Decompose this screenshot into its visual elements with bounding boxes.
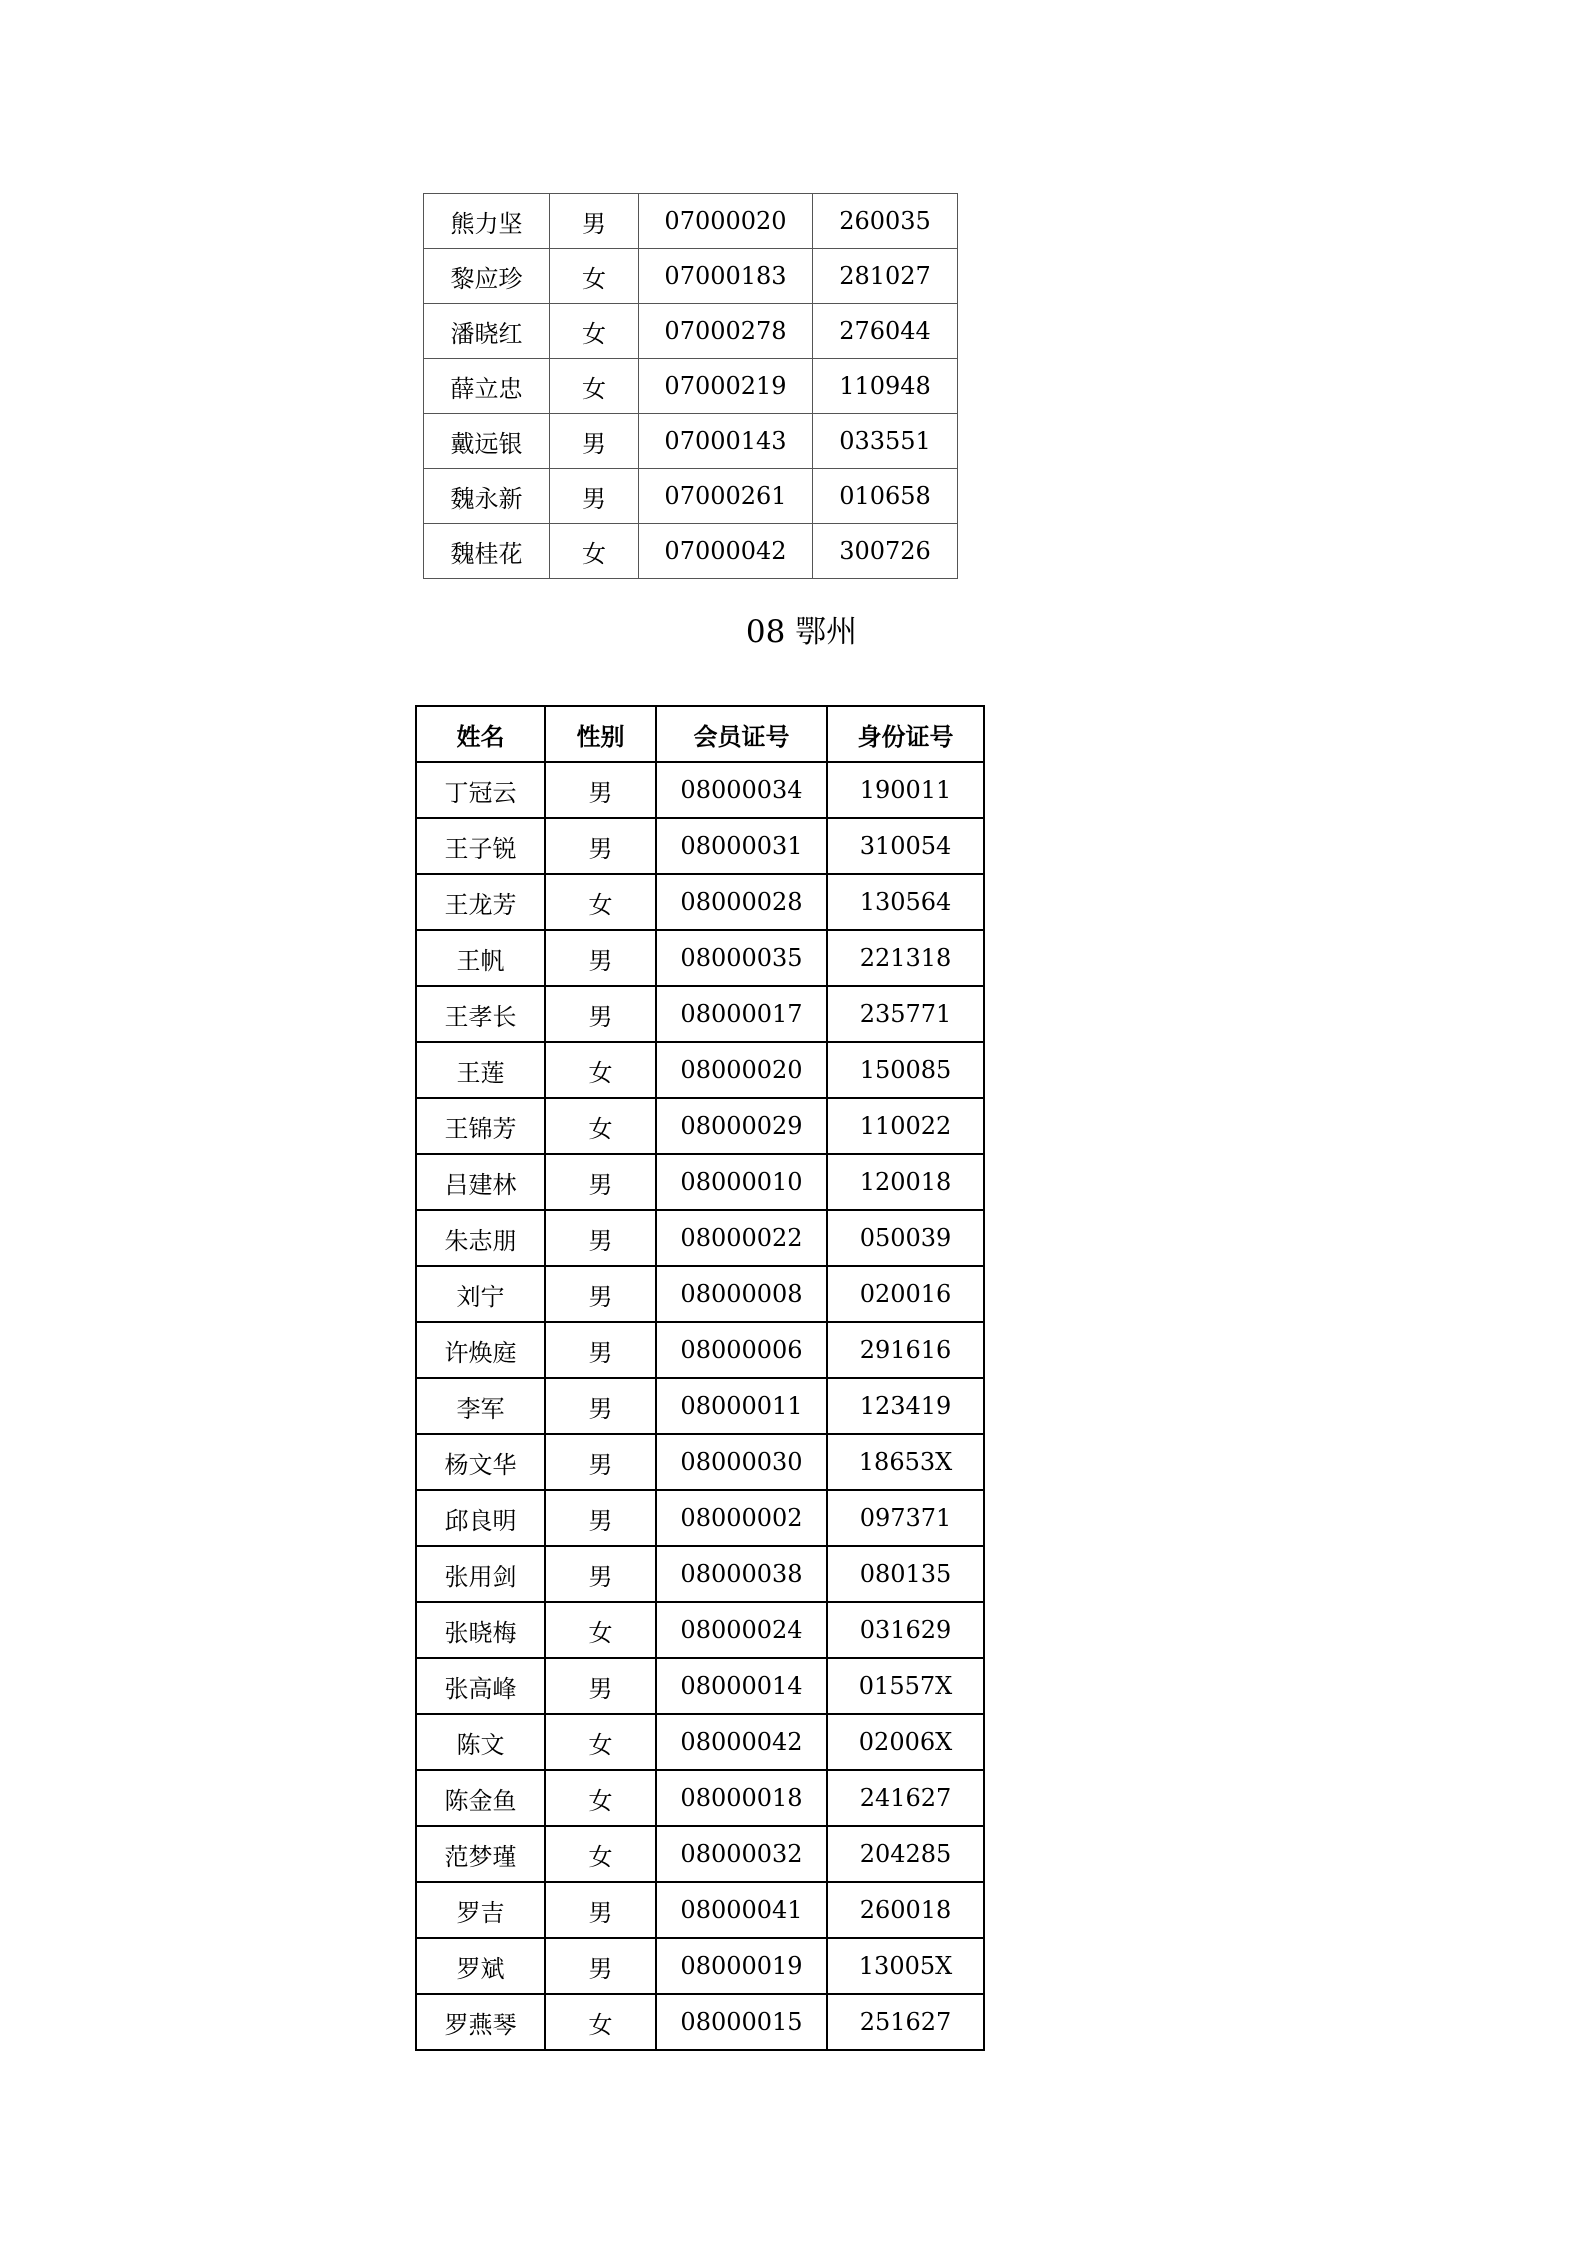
table-row (424, 524, 958, 579)
cell-gender: 男 (545, 1322, 656, 1378)
cell-gender: 男 (545, 1658, 656, 1714)
cell-name: 吕建林 (416, 1154, 545, 1210)
cell-member-id: 08000032 (656, 1826, 827, 1882)
cell-gender: 男 (550, 469, 639, 524)
cell-member-id: 08000041 (656, 1882, 827, 1938)
cell-member-id: 08000008 (656, 1266, 827, 1322)
table-row (416, 1938, 984, 1994)
table-row (416, 1714, 984, 1770)
cell-name: 许焕庭 (416, 1322, 545, 1378)
cell-member-id: 08000038 (656, 1546, 827, 1602)
cell-name: 罗吉 (416, 1882, 545, 1938)
cell-member-id: 07000183 (639, 249, 813, 304)
cell-gender: 女 (545, 874, 656, 930)
cell-member-id: 08000034 (656, 762, 827, 818)
cell-id-number: 150085 (827, 1042, 984, 1098)
cell-name: 黎应珍 (424, 249, 550, 304)
cell-name: 杨文华 (416, 1434, 545, 1490)
cell-name: 陈金鱼 (416, 1770, 545, 1826)
cell-gender: 女 (545, 1826, 656, 1882)
cell-member-id: 08000020 (656, 1042, 827, 1098)
cell-member-id: 08000042 (656, 1714, 827, 1770)
cell-gender: 男 (545, 1938, 656, 1994)
cell-id-number: 235771 (827, 986, 984, 1042)
header-name: 姓名 (416, 706, 545, 762)
cell-gender: 男 (545, 762, 656, 818)
cell-name: 范梦瑾 (416, 1826, 545, 1882)
cell-id-number: 204285 (827, 1826, 984, 1882)
cell-member-id: 08000019 (656, 1938, 827, 1994)
cell-id-number: 123419 (827, 1378, 984, 1434)
cell-member-id: 07000278 (639, 304, 813, 359)
member-table-08-body (416, 762, 984, 2050)
table-row (424, 249, 958, 304)
cell-member-id: 08000030 (656, 1434, 827, 1490)
cell-id-number: 130564 (827, 874, 984, 930)
cell-gender: 女 (550, 359, 639, 414)
cell-member-id: 08000015 (656, 1994, 827, 2050)
cell-id-number: 033551 (813, 414, 958, 469)
table-row (416, 1770, 984, 1826)
member-table-07-body (424, 194, 958, 579)
cell-gender: 女 (550, 304, 639, 359)
cell-name: 李军 (416, 1378, 545, 1434)
table-row (416, 1378, 984, 1434)
cell-member-id: 08000031 (656, 818, 827, 874)
cell-member-id: 08000022 (656, 1210, 827, 1266)
cell-name: 熊力坚 (424, 194, 550, 249)
header-member-id: 会员证号 (656, 706, 827, 762)
cell-id-number: 050039 (827, 1210, 984, 1266)
cell-id-number: 251627 (827, 1994, 984, 2050)
cell-gender: 女 (550, 249, 639, 304)
cell-gender: 男 (550, 414, 639, 469)
cell-id-number: 300726 (813, 524, 958, 579)
table-row (424, 304, 958, 359)
cell-gender: 男 (545, 1434, 656, 1490)
table-row (424, 194, 958, 249)
cell-name: 戴远银 (424, 414, 550, 469)
cell-id-number: 291616 (827, 1322, 984, 1378)
cell-gender: 男 (545, 1266, 656, 1322)
table-row (416, 1882, 984, 1938)
cell-gender: 男 (545, 986, 656, 1042)
cell-gender: 男 (545, 818, 656, 874)
member-table-08 (415, 705, 985, 2051)
table-row (416, 1266, 984, 1322)
cell-name: 陈文 (416, 1714, 545, 1770)
cell-member-id: 08000014 (656, 1658, 827, 1714)
cell-gender: 男 (545, 1882, 656, 1938)
table-header-row (416, 706, 984, 762)
section-title: 08 鄂州 (745, 614, 858, 650)
table-row (416, 1154, 984, 1210)
table-row (424, 414, 958, 469)
cell-name: 罗燕琴 (416, 1994, 545, 2050)
cell-member-id: 07000219 (639, 359, 813, 414)
cell-id-number: 010658 (813, 469, 958, 524)
cell-name: 朱志朋 (416, 1210, 545, 1266)
cell-name: 王莲 (416, 1042, 545, 1098)
cell-name: 潘晓红 (424, 304, 550, 359)
cell-gender: 女 (545, 1994, 656, 2050)
cell-id-number: 020016 (827, 1266, 984, 1322)
table-row (424, 469, 958, 524)
cell-id-number: 281027 (813, 249, 958, 304)
cell-id-number: 097371 (827, 1490, 984, 1546)
cell-id-number: 241627 (827, 1770, 984, 1826)
cell-name: 丁冠云 (416, 762, 545, 818)
cell-id-number: 18653X (827, 1434, 984, 1490)
member-table-08-header (416, 706, 984, 762)
cell-name: 张高峰 (416, 1658, 545, 1714)
cell-name: 王子锐 (416, 818, 545, 874)
cell-id-number: 310054 (827, 818, 984, 874)
table-row (416, 1546, 984, 1602)
cell-id-number: 276044 (813, 304, 958, 359)
cell-id-number: 110022 (827, 1098, 984, 1154)
table-row (416, 1434, 984, 1490)
cell-member-id: 07000042 (639, 524, 813, 579)
cell-gender: 女 (545, 1042, 656, 1098)
cell-member-id: 07000261 (639, 469, 813, 524)
cell-name: 王帆 (416, 930, 545, 986)
cell-gender: 女 (545, 1714, 656, 1770)
member-table-07-continued (423, 193, 958, 579)
table-row (416, 1210, 984, 1266)
cell-gender: 男 (545, 1490, 656, 1546)
cell-member-id: 08000029 (656, 1098, 827, 1154)
table-row (416, 1490, 984, 1546)
cell-id-number: 01557X (827, 1658, 984, 1714)
cell-gender: 女 (545, 1098, 656, 1154)
table-row (416, 874, 984, 930)
cell-gender: 男 (545, 1154, 656, 1210)
cell-member-id: 08000010 (656, 1154, 827, 1210)
cell-id-number: 221318 (827, 930, 984, 986)
table-row (424, 359, 958, 414)
cell-name: 张晓梅 (416, 1602, 545, 1658)
cell-id-number: 080135 (827, 1546, 984, 1602)
cell-name: 王锦芳 (416, 1098, 545, 1154)
cell-member-id: 08000028 (656, 874, 827, 930)
header-id-number: 身份证号 (827, 706, 984, 762)
cell-gender: 男 (545, 1546, 656, 1602)
cell-member-id: 08000006 (656, 1322, 827, 1378)
table-row (416, 1826, 984, 1882)
cell-member-id: 07000143 (639, 414, 813, 469)
header-gender: 性别 (545, 706, 656, 762)
cell-member-id: 08000018 (656, 1770, 827, 1826)
cell-id-number: 110948 (813, 359, 958, 414)
cell-id-number: 031629 (827, 1602, 984, 1658)
cell-id-number: 13005X (827, 1938, 984, 1994)
cell-id-number: 190011 (827, 762, 984, 818)
cell-name: 魏桂花 (424, 524, 550, 579)
table-row (416, 1994, 984, 2050)
cell-name: 罗斌 (416, 1938, 545, 1994)
cell-name: 王龙芳 (416, 874, 545, 930)
cell-member-id: 08000017 (656, 986, 827, 1042)
cell-gender: 男 (545, 1378, 656, 1434)
cell-member-id: 08000035 (656, 930, 827, 986)
cell-gender: 男 (545, 930, 656, 986)
cell-gender: 男 (550, 194, 639, 249)
cell-id-number: 02006X (827, 1714, 984, 1770)
cell-name: 刘宁 (416, 1266, 545, 1322)
cell-gender: 女 (545, 1770, 656, 1826)
table-row (416, 1042, 984, 1098)
cell-gender: 女 (545, 1602, 656, 1658)
cell-id-number: 260035 (813, 194, 958, 249)
table-row (416, 1658, 984, 1714)
cell-name: 薛立忠 (424, 359, 550, 414)
cell-name: 张用剑 (416, 1546, 545, 1602)
cell-member-id: 07000020 (639, 194, 813, 249)
cell-name: 王孝长 (416, 986, 545, 1042)
cell-name: 魏永新 (424, 469, 550, 524)
table-row (416, 986, 984, 1042)
cell-gender: 男 (545, 1210, 656, 1266)
cell-id-number: 260018 (827, 1882, 984, 1938)
cell-member-id: 08000011 (656, 1378, 827, 1434)
table-row (416, 1098, 984, 1154)
cell-member-id: 08000024 (656, 1602, 827, 1658)
table-row (416, 1322, 984, 1378)
table-row (416, 818, 984, 874)
cell-member-id: 08000002 (656, 1490, 827, 1546)
cell-gender: 女 (550, 524, 639, 579)
table-row (416, 930, 984, 986)
table-row (416, 762, 984, 818)
table-row (416, 1602, 984, 1658)
cell-name: 邱良明 (416, 1490, 545, 1546)
cell-id-number: 120018 (827, 1154, 984, 1210)
